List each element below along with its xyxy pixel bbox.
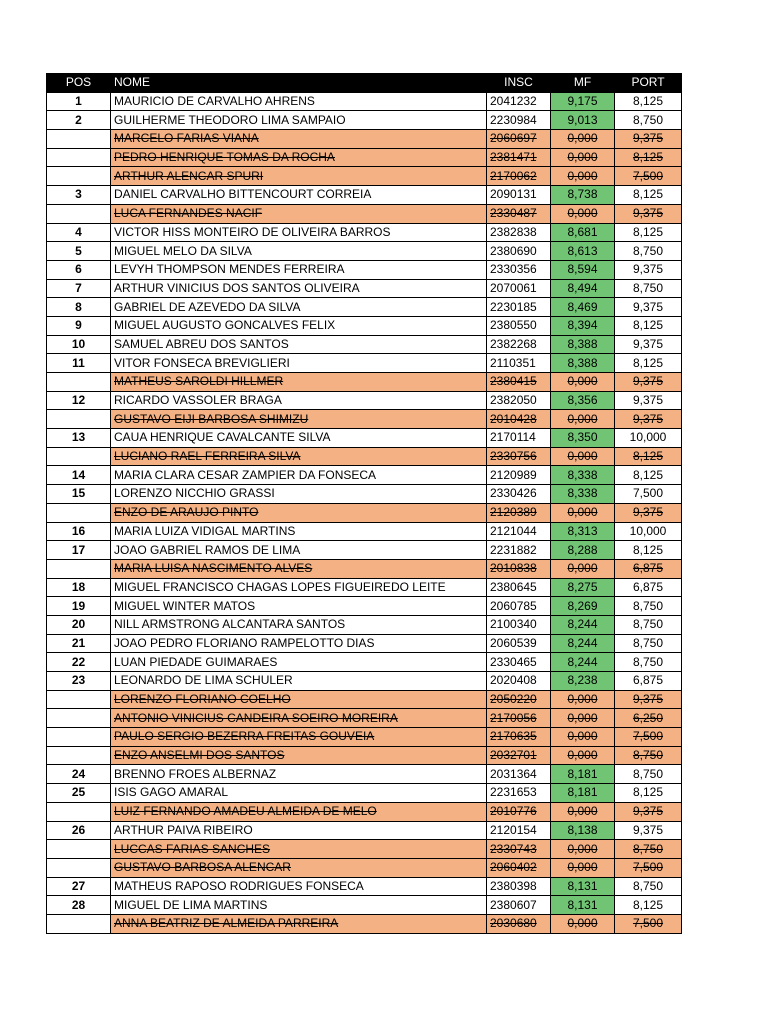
mf-cell: 8,469: [551, 298, 615, 317]
insc-cell: 2100340: [487, 615, 551, 634]
pos-cell: [47, 410, 111, 429]
name-cell: MIGUEL AUGUSTO GONCALVES FELIX: [111, 316, 487, 335]
table-row-eliminated: [47, 914, 682, 933]
insc-cell: 2330756: [487, 447, 551, 466]
insc-cell: 2380690: [487, 242, 551, 261]
pos-cell: 14: [47, 466, 111, 485]
table-row: [47, 298, 682, 317]
table-row: [47, 391, 682, 410]
mf-cell: 8,313: [551, 522, 615, 541]
table-row: [47, 354, 682, 373]
table-row: [47, 279, 682, 298]
table-row-eliminated: [47, 746, 682, 765]
mf-cell: 8,681: [551, 223, 615, 242]
port-cell: 8,125: [615, 896, 682, 915]
pos-cell: 7: [47, 279, 111, 298]
insc-cell: 2050220: [487, 690, 551, 709]
insc-cell: 2330465: [487, 653, 551, 672]
mf-cell: 9,175: [551, 92, 615, 111]
mf-cell: 8,275: [551, 578, 615, 597]
name-cell: LEONARDO DE LIMA SCHULER: [111, 672, 487, 691]
table-row: [47, 522, 682, 541]
pos-cell: [47, 728, 111, 747]
name-cell: LORENZO FLORIANO COELHO: [111, 690, 487, 709]
pos-cell: 10: [47, 335, 111, 354]
mf-cell: 0,000: [551, 447, 615, 466]
pos-cell: 18: [47, 578, 111, 597]
port-cell: 9,375: [615, 802, 682, 821]
insc-cell: 2120154: [487, 821, 551, 840]
pos-cell: [47, 802, 111, 821]
header-mf: MF: [551, 74, 615, 93]
mf-cell: 8,131: [551, 877, 615, 896]
pos-cell: [47, 559, 111, 578]
mf-cell: 8,738: [551, 186, 615, 205]
mf-cell: 8,288: [551, 541, 615, 560]
insc-cell: 2031364: [487, 765, 551, 784]
port-cell: 8,750: [615, 597, 682, 616]
insc-cell: 2380645: [487, 578, 551, 597]
pos-cell: [47, 690, 111, 709]
table-row-eliminated: [47, 503, 682, 522]
mf-cell: 0,000: [551, 130, 615, 149]
pos-cell: [47, 148, 111, 167]
pos-cell: 12: [47, 391, 111, 410]
name-cell: ISIS GAGO AMARAL: [111, 784, 487, 803]
pos-cell: [47, 914, 111, 933]
port-cell: 8,125: [615, 354, 682, 373]
pos-cell: 6: [47, 260, 111, 279]
pos-cell: [47, 858, 111, 877]
name-cell: ENZO DE ARAUJO PINTO: [111, 503, 487, 522]
insc-cell: 2382050: [487, 391, 551, 410]
pos-cell: 20: [47, 615, 111, 634]
name-cell: MIGUEL WINTER MATOS: [111, 597, 487, 616]
table-row-eliminated: [47, 728, 682, 747]
insc-cell: 2030680: [487, 914, 551, 933]
pos-cell: 5: [47, 242, 111, 261]
port-cell: 8,750: [615, 746, 682, 765]
name-cell: LUIZ FERNANDO AMADEU ALMEIDA DE MELO: [111, 802, 487, 821]
port-cell: 7,500: [615, 858, 682, 877]
pos-cell: [47, 746, 111, 765]
name-cell: CAUA HENRIQUE CAVALCANTE SILVA: [111, 429, 487, 448]
name-cell: GUSTAVO BARBOSA ALENCAR: [111, 858, 487, 877]
port-cell: 8,125: [615, 541, 682, 560]
mf-cell: 0,000: [551, 802, 615, 821]
port-cell: 8,750: [615, 877, 682, 896]
mf-cell: 9,013: [551, 111, 615, 130]
pos-cell: 17: [47, 541, 111, 560]
table-row: [47, 765, 682, 784]
port-cell: 8,125: [615, 447, 682, 466]
name-cell: MARIA LUISA NASCIMENTO ALVES: [111, 559, 487, 578]
pos-cell: 22: [47, 653, 111, 672]
table-row: [47, 877, 682, 896]
table-row-eliminated: [47, 204, 682, 223]
insc-cell: 2380398: [487, 877, 551, 896]
name-cell: LUCA FERNANDES NACIF: [111, 204, 487, 223]
insc-cell: 2170056: [487, 709, 551, 728]
mf-cell: 0,000: [551, 914, 615, 933]
pos-cell: 9: [47, 316, 111, 335]
table-row: [47, 111, 682, 130]
table-row: [47, 242, 682, 261]
pos-cell: 3: [47, 186, 111, 205]
table-row: [47, 260, 682, 279]
pos-cell: 24: [47, 765, 111, 784]
port-cell: 7,500: [615, 167, 682, 186]
pos-cell: [47, 503, 111, 522]
name-cell: MIGUEL DE LIMA MARTINS: [111, 896, 487, 915]
name-cell: GUSTAVO EIJI BARBOSA SHIMIZU: [111, 410, 487, 429]
name-cell: GABRIEL DE AZEVEDO DA SILVA: [111, 298, 487, 317]
name-cell: MATHEUS RAPOSO RODRIGUES FONSECA: [111, 877, 487, 896]
pos-cell: [47, 447, 111, 466]
name-cell: ARTHUR ALENCAR SPURI: [111, 167, 487, 186]
header-pos: POS: [47, 74, 111, 93]
mf-cell: 8,269: [551, 597, 615, 616]
name-cell: VITOR FONSECA BREVIGLIERI: [111, 354, 487, 373]
table-row: [47, 615, 682, 634]
table-row: [47, 316, 682, 335]
port-cell: 9,375: [615, 690, 682, 709]
table-header: [47, 74, 682, 93]
name-cell: PEDRO HENRIQUE TOMAS DA ROCHA: [111, 148, 487, 167]
name-cell: LORENZO NICCHIO GRASSI: [111, 485, 487, 504]
mf-cell: 8,350: [551, 429, 615, 448]
insc-cell: 2070061: [487, 279, 551, 298]
insc-cell: 2020408: [487, 672, 551, 691]
port-cell: 10,000: [615, 522, 682, 541]
pos-cell: 28: [47, 896, 111, 915]
pos-cell: [47, 840, 111, 859]
mf-cell: 8,181: [551, 765, 615, 784]
table-row-eliminated: [47, 690, 682, 709]
name-cell: ARTHUR PAIVA RIBEIRO: [111, 821, 487, 840]
name-cell: MARIA LUIZA VIDIGAL MARTINS: [111, 522, 487, 541]
table-row: [47, 429, 682, 448]
insc-cell: 2230984: [487, 111, 551, 130]
port-cell: 9,375: [615, 130, 682, 149]
insc-cell: 2380607: [487, 896, 551, 915]
table-row: [47, 335, 682, 354]
name-cell: ANNA BEATRIZ DE ALMEIDA PARREIRA: [111, 914, 487, 933]
pos-cell: 21: [47, 634, 111, 653]
insc-cell: 2120989: [487, 466, 551, 485]
name-cell: SAMUEL ABREU DOS SANTOS: [111, 335, 487, 354]
name-cell: LEVYH THOMPSON MENDES FERREIRA: [111, 260, 487, 279]
port-cell: 8,750: [615, 653, 682, 672]
insc-cell: 2010428: [487, 410, 551, 429]
port-cell: 8,750: [615, 279, 682, 298]
port-cell: 10,000: [615, 429, 682, 448]
mf-cell: 0,000: [551, 709, 615, 728]
port-cell: 9,375: [615, 335, 682, 354]
name-cell: MIGUEL MELO DA SILVA: [111, 242, 487, 261]
port-cell: 9,375: [615, 260, 682, 279]
port-cell: 8,125: [615, 316, 682, 335]
table-row-eliminated: [47, 802, 682, 821]
pos-cell: [47, 167, 111, 186]
port-cell: 9,375: [615, 503, 682, 522]
insc-cell: 2230185: [487, 298, 551, 317]
table-row-eliminated: [47, 559, 682, 578]
name-cell: JOAO PEDRO FLORIANO RAMPELOTTO DIAS: [111, 634, 487, 653]
mf-cell: 8,244: [551, 615, 615, 634]
name-cell: LUCCAS FARIAS SANCHES: [111, 840, 487, 859]
ranking-table: [46, 73, 682, 934]
table-row-eliminated: [47, 130, 682, 149]
table-row-eliminated: [47, 148, 682, 167]
name-cell: MAURICIO DE CARVALHO AHRENS: [111, 92, 487, 111]
mf-cell: 8,244: [551, 634, 615, 653]
port-cell: 9,375: [615, 410, 682, 429]
mf-cell: 8,338: [551, 466, 615, 485]
port-cell: 8,125: [615, 223, 682, 242]
insc-cell: 2121044: [487, 522, 551, 541]
table-row: [47, 466, 682, 485]
pos-cell: 25: [47, 784, 111, 803]
name-cell: MIGUEL FRANCISCO CHAGAS LOPES FIGUEIREDO LEITE: [111, 578, 487, 597]
insc-cell: 2060539: [487, 634, 551, 653]
table-row: [47, 186, 682, 205]
insc-cell: 2170114: [487, 429, 551, 448]
table-row: [47, 92, 682, 111]
name-cell: RICARDO VASSOLER BRAGA: [111, 391, 487, 410]
pos-cell: [47, 709, 111, 728]
table-row: [47, 541, 682, 560]
pos-cell: 16: [47, 522, 111, 541]
name-cell: LUAN PIEDADE GUIMARAES: [111, 653, 487, 672]
mf-cell: 0,000: [551, 148, 615, 167]
table-row-eliminated: [47, 373, 682, 392]
name-cell: MATHEUS SAROLDI HILLMER: [111, 373, 487, 392]
port-cell: 8,125: [615, 784, 682, 803]
pos-cell: 1: [47, 92, 111, 111]
mf-cell: 8,388: [551, 335, 615, 354]
insc-cell: 2330356: [487, 260, 551, 279]
port-cell: 7,500: [615, 914, 682, 933]
mf-cell: 8,238: [551, 672, 615, 691]
port-cell: 8,125: [615, 148, 682, 167]
port-cell: 9,375: [615, 391, 682, 410]
mf-cell: 8,244: [551, 653, 615, 672]
mf-cell: 8,394: [551, 316, 615, 335]
pos-cell: 4: [47, 223, 111, 242]
pos-cell: 13: [47, 429, 111, 448]
header-row: [47, 74, 682, 93]
mf-cell: 0,000: [551, 167, 615, 186]
name-cell: LUCIANO RAEL FERREIRA SILVA: [111, 447, 487, 466]
table-row: [47, 597, 682, 616]
port-cell: 7,500: [615, 485, 682, 504]
port-cell: 9,375: [615, 373, 682, 392]
insc-cell: 2041232: [487, 92, 551, 111]
table-row-eliminated: [47, 447, 682, 466]
name-cell: GUILHERME THEODORO LIMA SAMPAIO: [111, 111, 487, 130]
table-row: [47, 485, 682, 504]
mf-cell: 0,000: [551, 746, 615, 765]
table-row-eliminated: [47, 410, 682, 429]
insc-cell: 2381471: [487, 148, 551, 167]
pos-cell: 27: [47, 877, 111, 896]
pos-cell: [47, 204, 111, 223]
table-row: [47, 821, 682, 840]
insc-cell: 2060402: [487, 858, 551, 877]
table-row: [47, 896, 682, 915]
name-cell: NILL ARMSTRONG ALCANTARA SANTOS: [111, 615, 487, 634]
insc-cell: 2330487: [487, 204, 551, 223]
insc-cell: 2231882: [487, 541, 551, 560]
insc-cell: 2090131: [487, 186, 551, 205]
port-cell: 6,875: [615, 578, 682, 597]
pos-cell: 26: [47, 821, 111, 840]
insc-cell: 2330426: [487, 485, 551, 504]
mf-cell: 0,000: [551, 410, 615, 429]
mf-cell: 8,131: [551, 896, 615, 915]
pos-cell: 11: [47, 354, 111, 373]
mf-cell: 8,356: [551, 391, 615, 410]
table-row: [47, 634, 682, 653]
port-cell: 8,750: [615, 765, 682, 784]
port-cell: 9,375: [615, 204, 682, 223]
table-body: [47, 92, 682, 933]
insc-cell: 2380550: [487, 316, 551, 335]
mf-cell: 0,000: [551, 840, 615, 859]
name-cell: ARTHUR VINICIUS DOS SANTOS OLIVEIRA: [111, 279, 487, 298]
mf-cell: 0,000: [551, 559, 615, 578]
mf-cell: 8,613: [551, 242, 615, 261]
mf-cell: 8,494: [551, 279, 615, 298]
insc-cell: 2010776: [487, 802, 551, 821]
mf-cell: 0,000: [551, 728, 615, 747]
pos-cell: 19: [47, 597, 111, 616]
insc-cell: 2231653: [487, 784, 551, 803]
name-cell: MARCELO FARIAS VIANA: [111, 130, 487, 149]
table-row-eliminated: [47, 709, 682, 728]
table-row: [47, 223, 682, 242]
name-cell: BRENNO FROES ALBERNAZ: [111, 765, 487, 784]
insc-cell: 2382838: [487, 223, 551, 242]
port-cell: 8,125: [615, 186, 682, 205]
pos-cell: 23: [47, 672, 111, 691]
insc-cell: 2170062: [487, 167, 551, 186]
mf-cell: 0,000: [551, 690, 615, 709]
insc-cell: 2170635: [487, 728, 551, 747]
name-cell: ENZO ANSELMI DOS SANTOS: [111, 746, 487, 765]
mf-cell: 8,338: [551, 485, 615, 504]
port-cell: 6,250: [615, 709, 682, 728]
table-row: [47, 653, 682, 672]
mf-cell: 8,388: [551, 354, 615, 373]
mf-cell: 0,000: [551, 858, 615, 877]
port-cell: 8,125: [615, 92, 682, 111]
port-cell: 8,750: [615, 634, 682, 653]
insc-cell: 2060785: [487, 597, 551, 616]
pos-cell: 8: [47, 298, 111, 317]
table-row-eliminated: [47, 858, 682, 877]
name-cell: PAULO SERGIO BEZERRA FREITAS GOUVEIA: [111, 728, 487, 747]
pos-cell: [47, 130, 111, 149]
insc-cell: 2032701: [487, 746, 551, 765]
pos-cell: 2: [47, 111, 111, 130]
name-cell: ANTONIO VINICIUS CANDEIRA SOEIRO MOREIRA: [111, 709, 487, 728]
port-cell: 8,125: [615, 466, 682, 485]
pos-cell: 15: [47, 485, 111, 504]
mf-cell: 8,138: [551, 821, 615, 840]
header-insc: INSC: [487, 74, 551, 93]
port-cell: 8,750: [615, 111, 682, 130]
insc-cell: 2382268: [487, 335, 551, 354]
header-port: PORT: [615, 74, 682, 93]
insc-cell: 2060697: [487, 130, 551, 149]
port-cell: 8,750: [615, 840, 682, 859]
insc-cell: 2330743: [487, 840, 551, 859]
name-cell: MARIA CLARA CESAR ZAMPIER DA FONSECA: [111, 466, 487, 485]
insc-cell: 2120389: [487, 503, 551, 522]
port-cell: 8,750: [615, 242, 682, 261]
mf-cell: 0,000: [551, 503, 615, 522]
header-nome: NOME: [111, 74, 487, 93]
port-cell: 6,875: [615, 559, 682, 578]
pos-cell: [47, 373, 111, 392]
insc-cell: 2380415: [487, 373, 551, 392]
port-cell: 9,375: [615, 298, 682, 317]
table-row-eliminated: [47, 840, 682, 859]
port-cell: 8,750: [615, 615, 682, 634]
name-cell: JOAO GABRIEL RAMOS DE LIMA: [111, 541, 487, 560]
table-row: [47, 784, 682, 803]
table-row: [47, 578, 682, 597]
table-row-eliminated: [47, 167, 682, 186]
port-cell: 6,875: [615, 672, 682, 691]
port-cell: 9,375: [615, 821, 682, 840]
insc-cell: 2010838: [487, 559, 551, 578]
table-row: [47, 672, 682, 691]
mf-cell: 0,000: [551, 373, 615, 392]
name-cell: VICTOR HISS MONTEIRO DE OLIVEIRA BARROS: [111, 223, 487, 242]
mf-cell: 8,181: [551, 784, 615, 803]
name-cell: DANIEL CARVALHO BITTENCOURT CORREIA: [111, 186, 487, 205]
port-cell: 7,500: [615, 728, 682, 747]
insc-cell: 2110351: [487, 354, 551, 373]
mf-cell: 8,594: [551, 260, 615, 279]
mf-cell: 0,000: [551, 204, 615, 223]
